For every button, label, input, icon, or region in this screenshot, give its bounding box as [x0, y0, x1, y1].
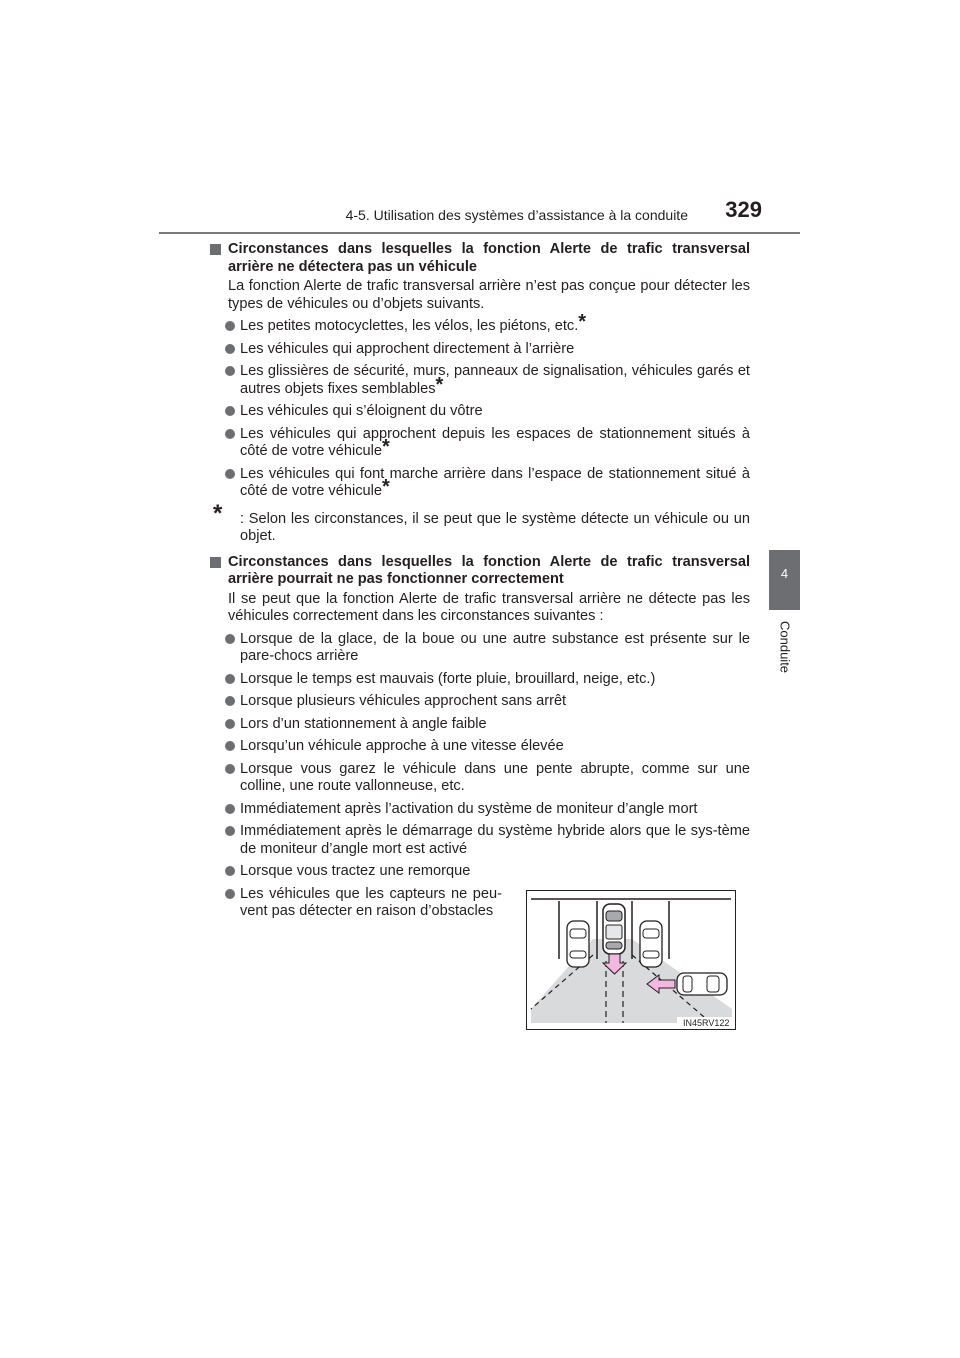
list-item-text: Lorsque plusieurs véhicules approchent sans arrêt	[240, 693, 567, 709]
chapter-title: 4-5. Utilisation des systèmes d’assistance à la conduite	[345, 207, 688, 223]
bullet-icon	[225, 406, 235, 416]
bullet-icon	[225, 429, 235, 439]
asterisk-mark: *	[381, 476, 390, 498]
list-item	[210, 693, 750, 711]
list-item-text: Lorsqu’un véhicule approche à une vitesse élevée	[240, 738, 564, 754]
list-item	[210, 886, 502, 921]
list-item	[210, 801, 750, 819]
section-title	[210, 241, 750, 276]
bullet-list	[210, 631, 750, 881]
section-intro: La fonction Alerte de trafic transversal arrière n’est pas conçue pour détecter les types de véhicules ou d’objets suivants.	[228, 278, 750, 312]
list-item-text: Lorsque vous tractez une remorque	[240, 863, 471, 879]
list-item	[210, 403, 750, 421]
page-number: 329	[725, 197, 762, 222]
list-item	[210, 363, 750, 398]
bullet-icon	[225, 696, 235, 706]
list-item-text: Les véhicules que les capteurs ne peu-vent pas détecter en raison d’obstacles	[240, 885, 502, 919]
square-bullet-icon	[210, 557, 221, 568]
asterisk-mark: *	[578, 311, 587, 333]
footnote-text: : Selon les circonstances, il se peut que le système détecte un véhicule ou un objet.	[240, 510, 750, 544]
parking-diagram-svg	[527, 891, 735, 1029]
last-item-row	[210, 886, 750, 1026]
list-item-text: Les véhicules qui approchent directement à l’arrière	[240, 340, 575, 357]
list-item	[210, 466, 750, 501]
bullet-icon	[225, 804, 235, 814]
figure-code: IN45RV122	[683, 1017, 730, 1028]
parking-illustration	[526, 890, 736, 1030]
bullet-icon	[225, 889, 235, 899]
list-item	[210, 426, 750, 461]
list-item	[210, 631, 750, 666]
list-item-text: Lorsque le temps est mauvais (forte pluie, brouillard, neige, etc.)	[240, 670, 656, 687]
section-malfunction	[210, 554, 750, 1026]
section-title-text: Circonstances dans lesquelles la fonction Alerte de trafic transversal arrière ne détectera pas un véhicule	[228, 241, 750, 275]
asterisk-mark: *	[381, 436, 390, 458]
list-item-text: Lorsque vous garez le véhicule dans une pente abrupte, comme sur une colline, une route vallonneuse, etc.	[240, 760, 750, 794]
footnote	[210, 499, 750, 546]
page-content	[210, 241, 750, 1030]
asterisk-mark: *	[435, 373, 444, 396]
list-item	[210, 311, 750, 336]
parked-car-right	[640, 921, 662, 967]
chapter-tab: 4	[769, 550, 800, 610]
list-item	[210, 761, 750, 796]
header-rule	[159, 232, 800, 234]
bullet-icon	[225, 719, 235, 729]
section-title	[210, 554, 750, 589]
bullet-icon	[225, 826, 235, 836]
list-item	[210, 823, 750, 858]
list-item	[210, 738, 750, 756]
list-item-text: Les véhicules qui approchent depuis les espaces de stationnement situés à côté de votre véhicule	[240, 425, 750, 459]
square-bullet-icon	[210, 244, 221, 255]
footnote-asterisk: *	[213, 499, 223, 527]
bullet-icon	[225, 366, 235, 376]
list-item-text: Les glissières de sécurité, murs, panneaux de signalisation, véhicules garés et autres objets fixes semblables	[240, 363, 750, 397]
parked-car-left	[567, 921, 589, 967]
list-item-text: Les véhicules qui s’éloignent du vôtre	[240, 403, 483, 419]
approaching-car	[677, 973, 727, 995]
section-intro: Il se peut que la fonction Alerte de trafic transversal arrière ne détecte pas les véhicules correctement dans les circonstances suivantes :	[228, 590, 750, 624]
list-item-text: Immédiatement après l’activation du système de moniteur d’angle mort	[240, 800, 698, 817]
bullet-list	[210, 311, 750, 501]
bullet-icon	[225, 634, 235, 644]
list-item	[210, 671, 750, 689]
bullet-icon	[225, 321, 235, 331]
own-car	[603, 904, 625, 954]
bullet-icon	[225, 741, 235, 751]
section-title-text: Circonstances dans lesquelles la fonction Alerte de trafic transversal arrière pourrait ne pas fonctionner correctement	[228, 553, 750, 587]
list-item	[210, 341, 750, 359]
section-not-detected	[210, 241, 750, 546]
bullet-icon	[225, 866, 235, 876]
bullet-icon	[225, 469, 235, 479]
list-item-text: Les petites motocyclettes, les vélos, les piétons, etc.	[240, 318, 579, 334]
bullet-icon	[225, 674, 235, 684]
list-item-text: Les véhicules qui font marche arrière dans l’espace de stationnement situé à côté de votre véhicule	[240, 465, 750, 499]
list-item-text: Lorsque de la glace, de la boue ou une autre substance est présente sur le pare-chocs arrière	[240, 630, 750, 664]
list-item-text: Lors d’un stationnement à angle faible	[240, 715, 487, 732]
list-item	[210, 863, 750, 881]
list-item-text: Immédiatement après le démarrage du système hybride alors que le sys-tème de moniteur d’angle mort est activé	[240, 823, 750, 857]
bullet-icon	[225, 344, 235, 354]
list-item	[210, 716, 750, 734]
chapter-tab-label: Conduite	[777, 620, 793, 674]
bullet-icon	[225, 764, 235, 774]
